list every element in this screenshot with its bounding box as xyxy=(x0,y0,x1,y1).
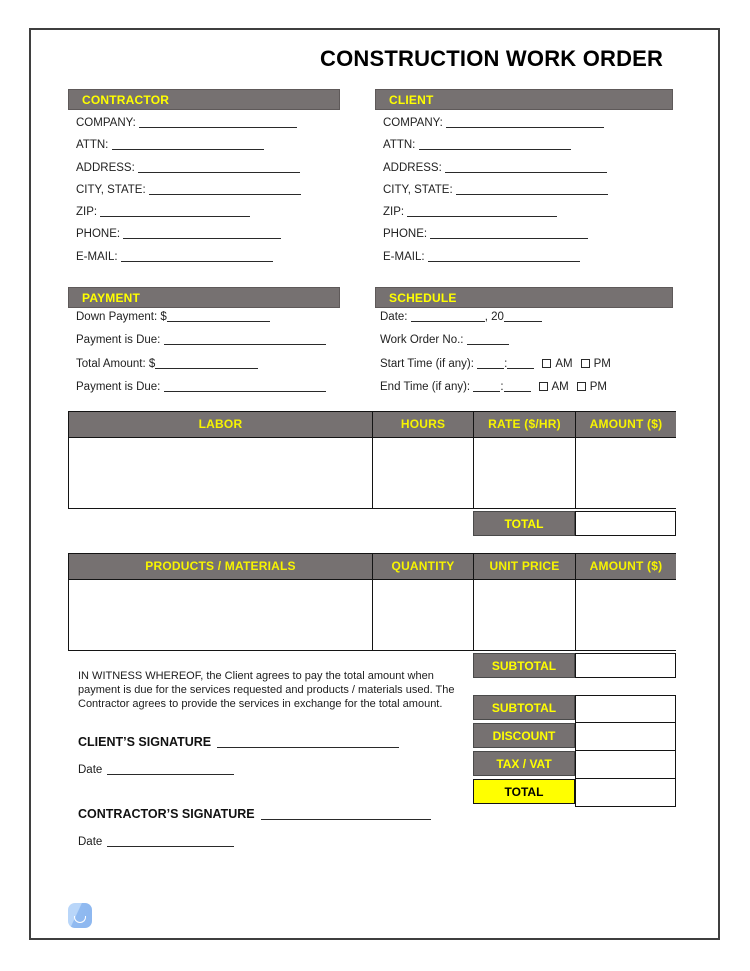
contractor-address-row xyxy=(76,162,301,184)
amount-input-cell[interactable] xyxy=(575,579,676,650)
contractor-section-header xyxy=(68,89,340,110)
schedule-start-time-if-any-am-checkbox[interactable] xyxy=(542,359,551,368)
payment-payment-is-due-label: Payment is Due: xyxy=(76,380,164,393)
schedule-pm-checkbox-label: PM xyxy=(589,380,608,393)
subtotal-value-cell[interactable] xyxy=(575,695,676,723)
labor-total-row xyxy=(473,511,676,536)
client-zip-label: ZIP: xyxy=(383,206,408,219)
schedule-date-fill-line[interactable] xyxy=(504,313,542,322)
schedule-heading: SCHEDULE xyxy=(389,291,457,305)
contractor-e-mail-row xyxy=(76,251,301,273)
contractor-date-label: Date xyxy=(78,836,103,848)
payment-payment-is-due-fill-line[interactable] xyxy=(164,383,326,392)
schedule-start-time-if-any-pm-checkbox[interactable] xyxy=(581,359,590,368)
tax-vat-value-cell[interactable] xyxy=(575,751,676,779)
client-e-mail-label: E-MAIL: xyxy=(383,250,428,263)
contractor-company-fill-line[interactable] xyxy=(139,119,297,128)
products-materials-input-cell[interactable] xyxy=(68,579,372,650)
client-attn-fill-line[interactable] xyxy=(419,141,571,150)
total-value-cell[interactable] xyxy=(575,779,676,807)
payment-payment-is-due-fill-line[interactable] xyxy=(164,336,326,345)
eforms-logo-icon xyxy=(68,903,92,928)
payment-section-header xyxy=(68,287,340,308)
amount-input-cell[interactable] xyxy=(575,437,676,508)
schedule-end-time-if-any-label: End Time (if any): xyxy=(380,380,474,393)
client-zip-fill-line[interactable] xyxy=(407,208,557,217)
payment-total-amount-label: Total Amount: $ xyxy=(76,357,156,370)
client-e-mail-row xyxy=(383,251,608,273)
client-address-label: ADDRESS: xyxy=(383,161,445,174)
products-materials-column-header: PRODUCTS / MATERIALS xyxy=(68,553,372,579)
client-date-line[interactable] xyxy=(107,766,234,775)
contractor-attn-row xyxy=(76,139,301,161)
schedule-end-time-if-any-pm-checkbox[interactable] xyxy=(577,382,586,391)
contractor-heading: CONTRACTOR xyxy=(82,93,170,107)
client-attn-row xyxy=(383,139,608,161)
payment-payment-is-due-label: Payment is Due: xyxy=(76,334,164,347)
hours-column-header: HOURS xyxy=(372,411,473,437)
unit-price-input-cell[interactable] xyxy=(473,579,575,650)
quantity-input-cell[interactable] xyxy=(372,579,473,650)
client-city-state-row xyxy=(383,184,608,206)
products-subtotal-value-cell[interactable] xyxy=(575,653,676,678)
schedule-am-checkbox-label: AM xyxy=(551,380,569,393)
client-signature-label: CLIENT’S SIGNATURE xyxy=(78,735,212,749)
schedule-end-time-if-any-fill-line[interactable] xyxy=(473,383,500,392)
contractor-city-state-label: CITY, STATE: xyxy=(76,183,149,196)
schedule-start-time-if-any-label: Start Time (if any): xyxy=(380,357,478,370)
schedule-work-order-no-label: Work Order No.: xyxy=(380,334,467,347)
client-city-state-fill-line[interactable] xyxy=(456,186,608,195)
client-company-fill-line[interactable] xyxy=(446,119,604,128)
client-company-row xyxy=(383,117,608,139)
payment-heading: PAYMENT xyxy=(82,291,141,305)
payment-total-amount-row xyxy=(76,358,326,381)
rate-hr-input-cell[interactable] xyxy=(473,437,575,508)
client-section-header xyxy=(375,89,673,110)
payment-down-payment-row xyxy=(76,311,326,334)
client-address-fill-line[interactable] xyxy=(445,164,607,173)
client-date-row xyxy=(78,764,234,776)
client-company-label: COMPANY: xyxy=(383,117,447,129)
schedule-fields xyxy=(380,311,611,404)
contractor-address-fill-line[interactable] xyxy=(138,164,300,173)
contractor-signature-row xyxy=(78,807,431,821)
client-phone-fill-line[interactable] xyxy=(430,230,588,239)
logo-smile-shape xyxy=(74,916,86,923)
schedule-end-time-if-any-row xyxy=(380,381,611,404)
labor-total-label: TOTAL xyxy=(473,511,575,536)
client-signature-line[interactable] xyxy=(217,737,399,748)
contractor-city-state-fill-line[interactable] xyxy=(149,186,301,195)
contractor-address-label: ADDRESS: xyxy=(76,161,138,174)
schedule-start-time-if-any-fill-line[interactable] xyxy=(477,360,504,369)
contractor-company-label: COMPANY: xyxy=(76,117,140,129)
contractor-date-line[interactable] xyxy=(107,838,234,847)
client-signature-row xyxy=(78,735,399,749)
client-zip-row xyxy=(383,206,608,228)
schedule-work-order-no-fill-line[interactable] xyxy=(467,336,509,345)
client-heading: CLIENT xyxy=(389,93,434,107)
client-address-row xyxy=(383,162,608,184)
client-phone-row xyxy=(383,228,608,250)
contractor-phone-row xyxy=(76,228,301,250)
amount-column-header: AMOUNT ($) xyxy=(575,553,676,579)
hours-input-cell[interactable] xyxy=(372,437,473,508)
labor-column-header: LABOR xyxy=(68,411,372,437)
schedule-end-time-if-any-am-checkbox[interactable] xyxy=(539,382,548,391)
schedule-section-header xyxy=(375,287,673,308)
labor-total-value-cell[interactable] xyxy=(575,511,676,536)
payment-payment-is-due-row xyxy=(76,334,326,357)
payment-payment-is-due-row xyxy=(76,381,326,404)
contractor-zip-fill-line[interactable] xyxy=(100,208,250,217)
contractor-city-state-row xyxy=(76,184,301,206)
contractor-zip-row xyxy=(76,206,301,228)
schedule-start-time-if-any-fill-line[interactable] xyxy=(507,360,534,369)
client-date-label: Date xyxy=(78,764,103,776)
payment-down-payment-label: Down Payment: $ xyxy=(76,311,167,323)
payment-fields xyxy=(76,311,326,404)
schedule-date-row xyxy=(380,311,611,334)
client-e-mail-fill-line[interactable] xyxy=(428,253,580,262)
contractor-signature-line[interactable] xyxy=(261,809,431,820)
client-fields xyxy=(383,117,608,273)
tax-vat-summary-label: TAX / VAT xyxy=(473,751,575,776)
products-subtotal-label: SUBTOTAL xyxy=(473,653,575,678)
summary-totals-table xyxy=(473,695,676,807)
quantity-column-header: QUANTITY xyxy=(372,553,473,579)
contractor-phone-label: PHONE: xyxy=(76,228,124,241)
contractor-date-row xyxy=(78,836,234,848)
schedule-date-fill-line[interactable] xyxy=(411,313,485,322)
contractor-fields xyxy=(76,117,301,273)
client-attn-label: ATTN: xyxy=(383,139,419,152)
unit-price-column-header: UNIT PRICE xyxy=(473,553,575,579)
discount-summary-label: DISCOUNT xyxy=(473,723,575,748)
contractor-e-mail-label: E-MAIL: xyxy=(76,250,121,263)
products-subtotal-row xyxy=(473,653,676,678)
products-materials-table xyxy=(68,553,676,651)
discount-value-cell[interactable] xyxy=(575,723,676,751)
contractor-phone-fill-line[interactable] xyxy=(123,230,281,239)
schedule-date-label: Date: xyxy=(380,311,411,323)
payment-down-payment-fill-line[interactable] xyxy=(167,313,270,322)
client-city-state-label: CITY, STATE: xyxy=(383,183,456,196)
contractor-zip-label: ZIP: xyxy=(76,206,101,219)
labor-input-cell[interactable] xyxy=(68,437,372,508)
contractor-e-mail-fill-line[interactable] xyxy=(121,253,273,262)
schedule-work-order-no-row xyxy=(380,334,611,357)
page-title: CONSTRUCTION WORK ORDER xyxy=(320,46,664,71)
schedule-pm-checkbox-label: PM xyxy=(593,357,611,370)
amount-column-header: AMOUNT ($) xyxy=(575,411,676,437)
schedule-field-label: : xyxy=(504,357,508,370)
schedule-end-time-if-any-fill-line[interactable] xyxy=(504,383,531,392)
witness-clause-text: IN WITNESS WHEREOF, the Client agrees to pay the total amount when payment is due for the services requested and products / materials used. The Contractor agrees to provide the services in exchange for the total amount. xyxy=(78,670,455,710)
schedule-20-label: , 20 xyxy=(484,311,504,323)
schedule-am-checkbox-label: AM xyxy=(555,357,573,370)
subtotal-summary-label: SUBTOTAL xyxy=(473,695,575,720)
labor-table xyxy=(68,411,676,509)
contractor-attn-label: ATTN: xyxy=(76,139,112,152)
schedule-field-label: : xyxy=(500,380,504,393)
contractor-signature-label: CONTRACTOR’S SIGNATURE xyxy=(78,807,255,821)
schedule-start-time-if-any-row xyxy=(380,358,611,381)
payment-total-amount-fill-line[interactable] xyxy=(155,360,258,369)
client-phone-label: PHONE: xyxy=(383,228,431,241)
rate-hr-column-header: RATE ($/HR) xyxy=(473,411,575,437)
contractor-company-row xyxy=(76,117,301,139)
contractor-attn-fill-line[interactable] xyxy=(112,141,264,150)
total-summary-label: TOTAL xyxy=(473,779,575,804)
